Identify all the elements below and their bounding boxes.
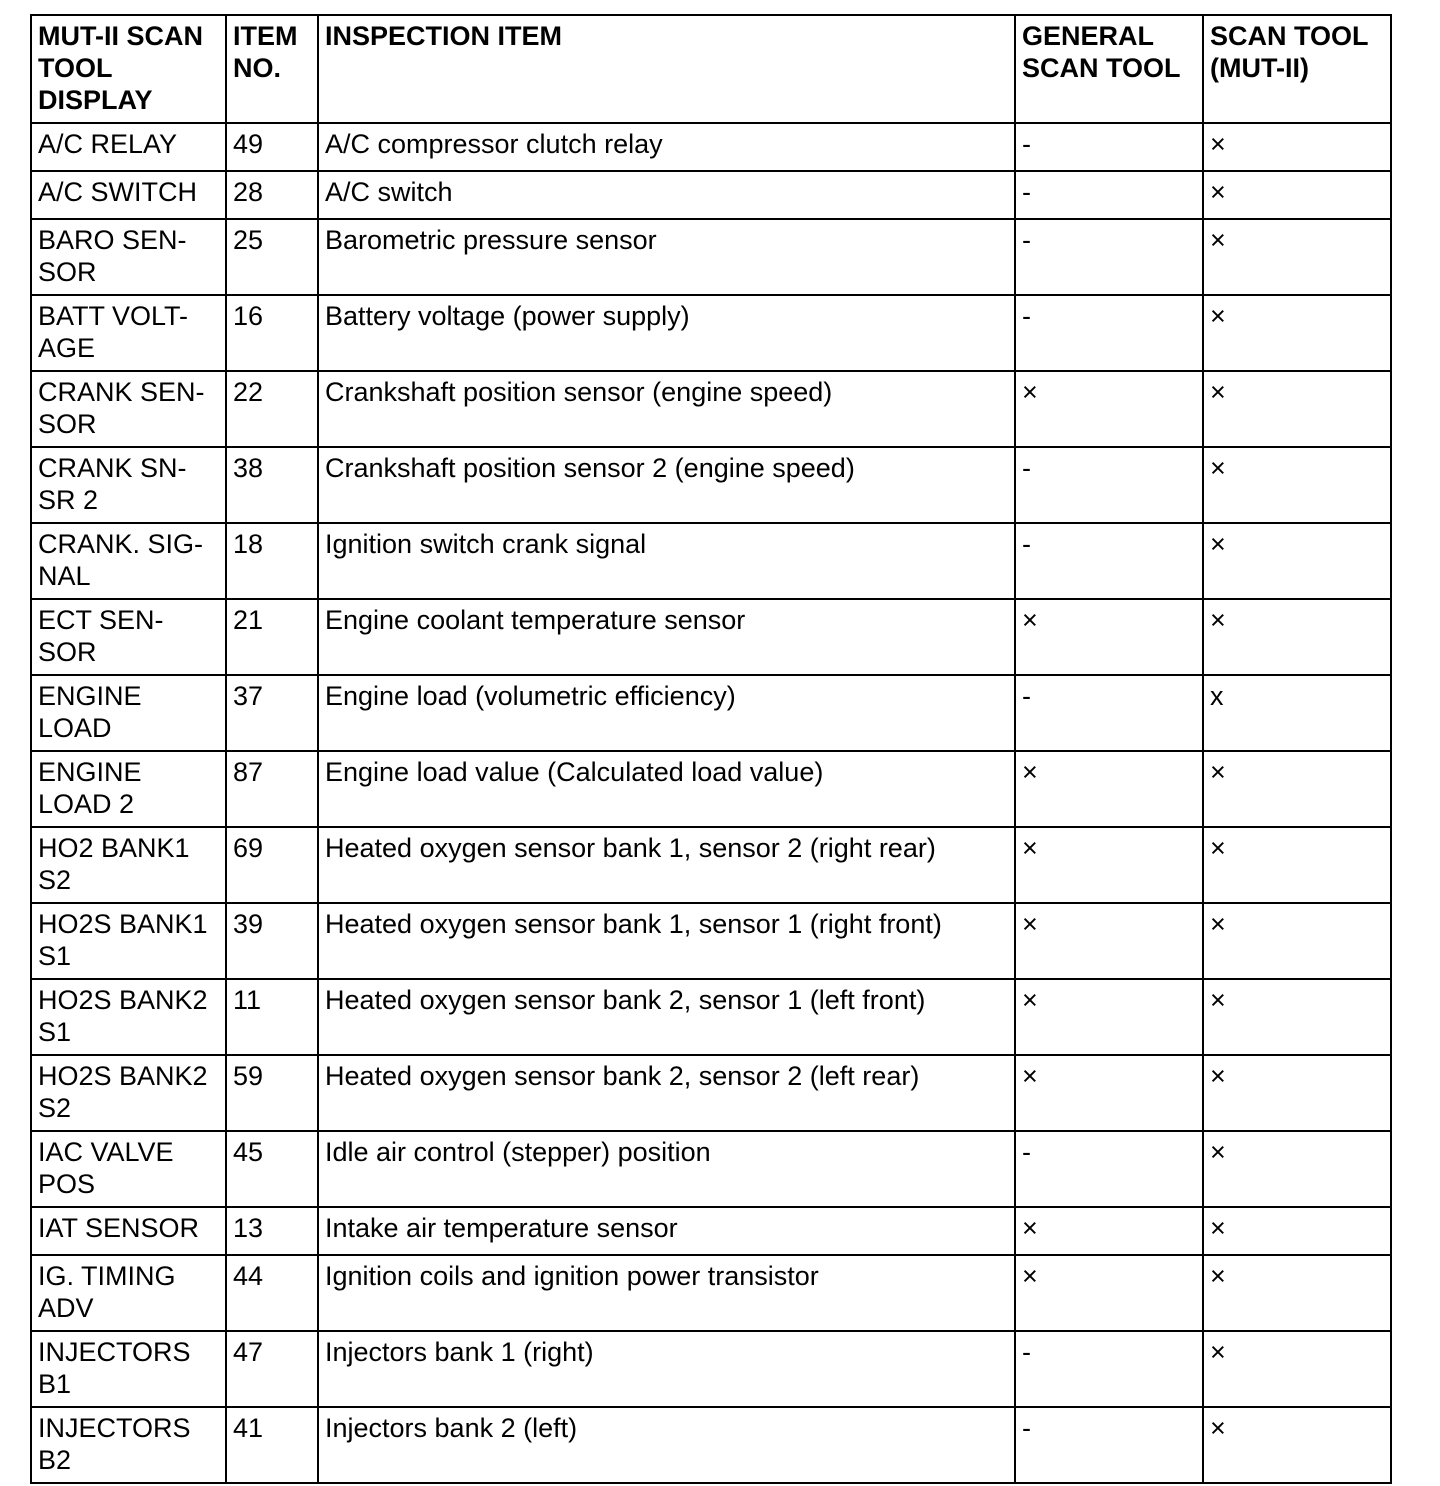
cell-general: - (1015, 675, 1203, 751)
cell-item-no: 41 (226, 1407, 318, 1483)
cell-display: IG. TIMING ADV (31, 1255, 226, 1331)
cell-general: - (1015, 1407, 1203, 1483)
cell-inspection: Heated oxygen sensor bank 2, sensor 1 (left front) (318, 979, 1015, 1055)
cell-display: CRANK SEN-SOR (31, 371, 226, 447)
cell-item-no: 44 (226, 1255, 318, 1331)
header-row (31, 15, 1391, 123)
table-row (31, 1407, 1391, 1483)
cell-general: - (1015, 523, 1203, 599)
cell-inspection: Injectors bank 2 (left) (318, 1407, 1015, 1483)
header-item-no: ITEM NO. (226, 15, 318, 123)
cell-mut2: × (1203, 371, 1391, 447)
cell-display: BATT VOLT-AGE (31, 295, 226, 371)
cell-mut2: × (1203, 123, 1391, 171)
table-row (31, 1207, 1391, 1255)
table-row (31, 523, 1391, 599)
cell-general: - (1015, 295, 1203, 371)
cell-item-no: 39 (226, 903, 318, 979)
cell-general: × (1015, 1207, 1203, 1255)
cell-inspection: Crankshaft position sensor 2 (engine speed) (318, 447, 1015, 523)
cell-item-no: 21 (226, 599, 318, 675)
cell-mut2: × (1203, 1255, 1391, 1331)
cell-mut2: × (1203, 1407, 1391, 1483)
cell-display: BARO SEN-SOR (31, 219, 226, 295)
cell-general: - (1015, 1131, 1203, 1207)
cell-general: - (1015, 447, 1203, 523)
cell-mut2: × (1203, 447, 1391, 523)
table-row (31, 447, 1391, 523)
header-general-scan-tool: GENERAL SCAN TOOL (1015, 15, 1203, 123)
cell-item-no: 11 (226, 979, 318, 1055)
cell-inspection: Engine load (volumetric efficiency) (318, 675, 1015, 751)
table-row (31, 1131, 1391, 1207)
cell-mut2: × (1203, 1331, 1391, 1407)
cell-inspection: Injectors bank 1 (right) (318, 1331, 1015, 1407)
cell-mut2: × (1203, 599, 1391, 675)
table-row (31, 123, 1391, 171)
cell-item-no: 38 (226, 447, 318, 523)
cell-general: × (1015, 599, 1203, 675)
table-row (31, 751, 1391, 827)
cell-mut2: × (1203, 295, 1391, 371)
cell-general: - (1015, 123, 1203, 171)
cell-display: IAT SENSOR (31, 1207, 226, 1255)
cell-display: A/C RELAY (31, 123, 226, 171)
table-row (31, 295, 1391, 371)
table-row (31, 979, 1391, 1055)
cell-mut2: × (1203, 523, 1391, 599)
cell-general: - (1015, 171, 1203, 219)
table-row (31, 1331, 1391, 1407)
table-row (31, 371, 1391, 447)
table-body (31, 123, 1391, 1483)
cell-inspection: Barometric pressure sensor (318, 219, 1015, 295)
table-header (31, 15, 1391, 123)
cell-mut2: × (1203, 751, 1391, 827)
cell-item-no: 47 (226, 1331, 318, 1407)
cell-inspection: Heated oxygen sensor bank 1, sensor 1 (right front) (318, 903, 1015, 979)
table-row (31, 1055, 1391, 1131)
scan-tool-table (30, 14, 1392, 1484)
header-inspection-item: INSPECTION ITEM (318, 15, 1015, 123)
cell-mut2: × (1203, 1055, 1391, 1131)
cell-item-no: 87 (226, 751, 318, 827)
header-scan-tool-mut2: SCAN TOOL (MUT-II) (1203, 15, 1391, 123)
cell-mut2: × (1203, 219, 1391, 295)
table-row (31, 827, 1391, 903)
cell-inspection: Heated oxygen sensor bank 2, sensor 2 (left rear) (318, 1055, 1015, 1131)
cell-display: A/C SWITCH (31, 171, 226, 219)
cell-item-no: 28 (226, 171, 318, 219)
cell-inspection: Crankshaft position sensor (engine speed) (318, 371, 1015, 447)
cell-display: HO2S BANK1 S1 (31, 903, 226, 979)
cell-mut2: × (1203, 979, 1391, 1055)
header-display: MUT-II SCAN TOOL DISPLAY (31, 15, 226, 123)
table-row (31, 1255, 1391, 1331)
cell-item-no: 49 (226, 123, 318, 171)
cell-general: × (1015, 827, 1203, 903)
cell-item-no: 69 (226, 827, 318, 903)
cell-mut2: × (1203, 171, 1391, 219)
cell-inspection: Engine coolant temperature sensor (318, 599, 1015, 675)
cell-mut2: × (1203, 1207, 1391, 1255)
table-row (31, 219, 1391, 295)
cell-inspection: Engine load value (Calculated load value) (318, 751, 1015, 827)
table-row (31, 903, 1391, 979)
cell-item-no: 13 (226, 1207, 318, 1255)
cell-inspection: Ignition switch crank signal (318, 523, 1015, 599)
cell-general: × (1015, 903, 1203, 979)
cell-item-no: 45 (226, 1131, 318, 1207)
table-row (31, 171, 1391, 219)
cell-display: CRANK. SIG-NAL (31, 523, 226, 599)
cell-display: HO2 BANK1 S2 (31, 827, 226, 903)
cell-inspection: Ignition coils and ignition power transistor (318, 1255, 1015, 1331)
cell-display: HO2S BANK2 S1 (31, 979, 226, 1055)
cell-display: ENGINE LOAD (31, 675, 226, 751)
cell-inspection: Heated oxygen sensor bank 1, sensor 2 (right rear) (318, 827, 1015, 903)
cell-general: - (1015, 1331, 1203, 1407)
table-row (31, 675, 1391, 751)
cell-inspection: A/C switch (318, 171, 1015, 219)
cell-mut2: x (1203, 675, 1391, 751)
cell-item-no: 16 (226, 295, 318, 371)
cell-item-no: 25 (226, 219, 318, 295)
cell-inspection: A/C compressor clutch relay (318, 123, 1015, 171)
cell-display: HO2S BANK2 S2 (31, 1055, 226, 1131)
cell-general: × (1015, 371, 1203, 447)
cell-item-no: 37 (226, 675, 318, 751)
cell-mut2: × (1203, 827, 1391, 903)
cell-display: INJECTORS B1 (31, 1331, 226, 1407)
cell-item-no: 22 (226, 371, 318, 447)
cell-inspection: Intake air temperature sensor (318, 1207, 1015, 1255)
cell-general: - (1015, 219, 1203, 295)
cell-mut2: × (1203, 903, 1391, 979)
cell-display: IAC VALVE POS (31, 1131, 226, 1207)
cell-display: INJECTORS B2 (31, 1407, 226, 1483)
cell-general: × (1015, 1255, 1203, 1331)
cell-general: × (1015, 979, 1203, 1055)
cell-item-no: 18 (226, 523, 318, 599)
table-row (31, 599, 1391, 675)
cell-general: × (1015, 1055, 1203, 1131)
cell-mut2: × (1203, 1131, 1391, 1207)
cell-item-no: 59 (226, 1055, 318, 1131)
cell-inspection: Battery voltage (power supply) (318, 295, 1015, 371)
cell-display: CRANK SN-SR 2 (31, 447, 226, 523)
cell-display: ENGINE LOAD 2 (31, 751, 226, 827)
cell-inspection: Idle air control (stepper) position (318, 1131, 1015, 1207)
cell-display: ECT SEN-SOR (31, 599, 226, 675)
cell-general: × (1015, 751, 1203, 827)
